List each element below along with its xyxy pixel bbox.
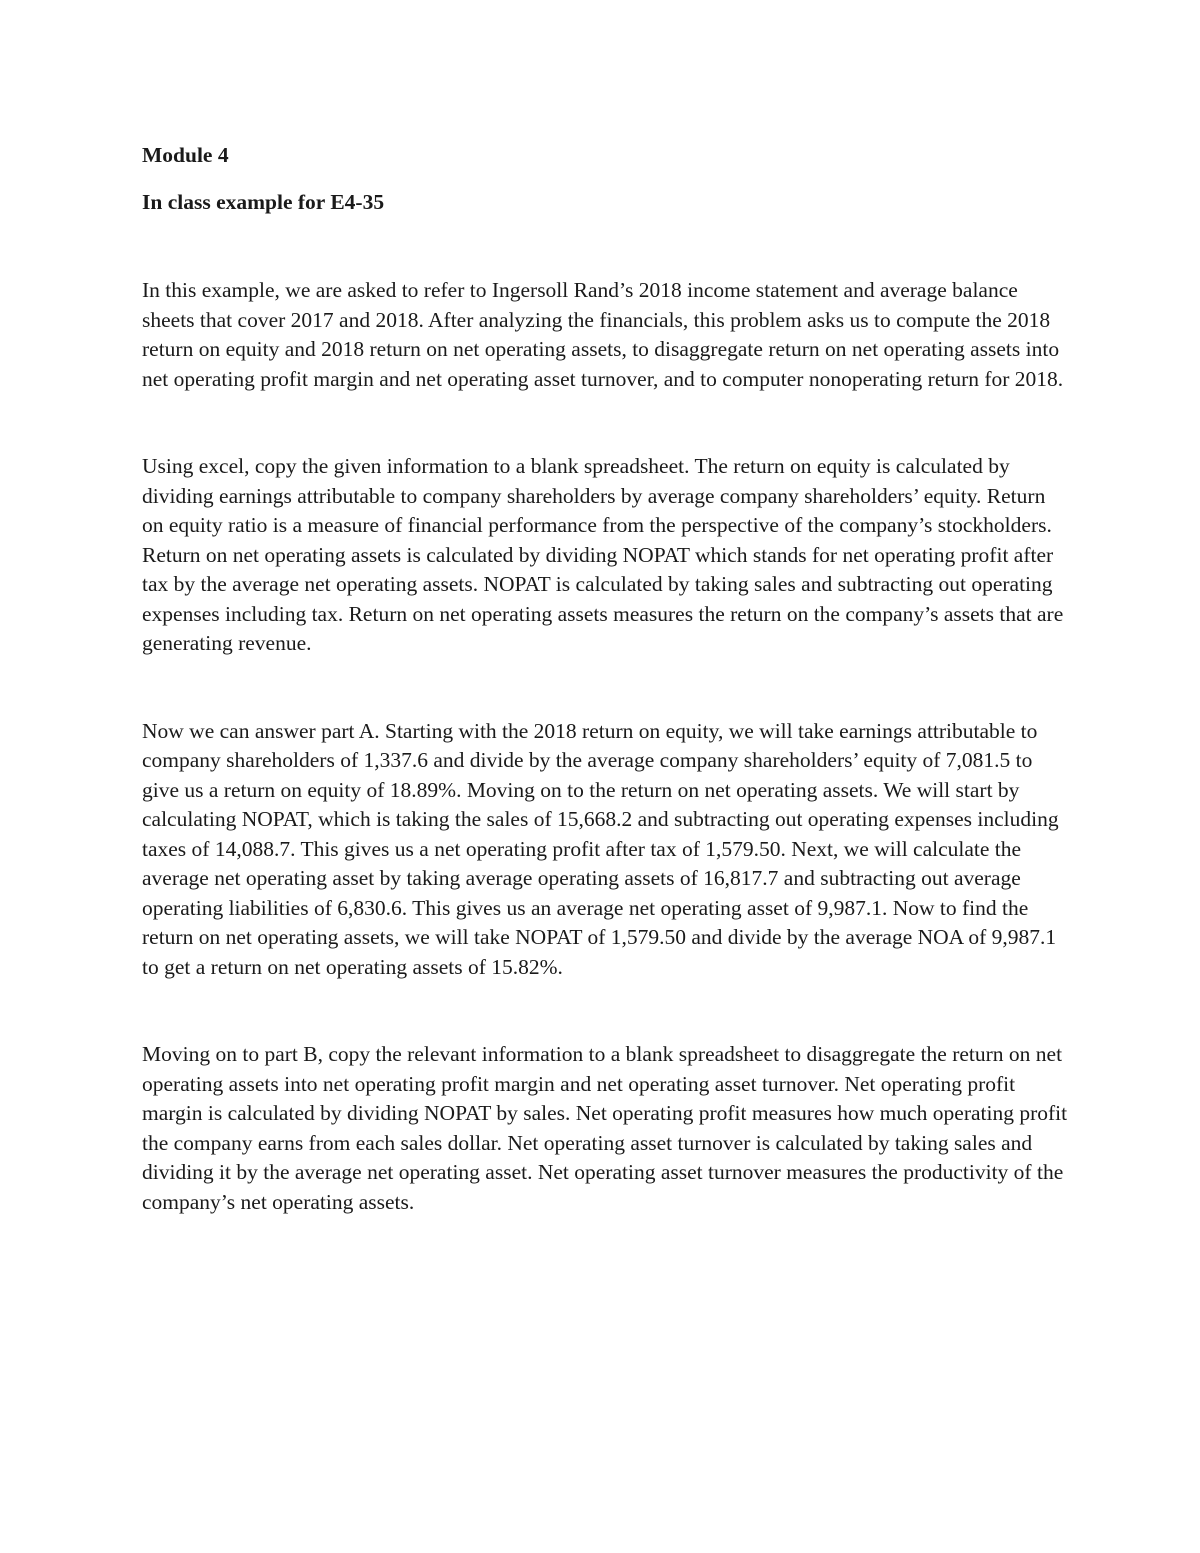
- paragraph-part-a: Now we can answer part A. Starting with the 2018 return on equity, we will take earnings attributable to company shareholders of 1,337.6 and divide by the average company shareholders’ equity of 7,081.5 to give us a return on equity of 18.89%. Moving on to the return on net operating assets. We will start by calculating NOPAT, which is taking the sales of 15,668.2 and subtracting out operating expenses including taxes of 14,088.7. This gives us a net operating profit after tax of 1,579.50. Next, we will calculate the average net operating asset by taking average operating assets of 16,817.7 and subtracting out average operating liabilities of 6,830.6. This gives us an average net operating asset of 9,987.1. Now to find the return on net operating assets, we will take NOPAT of 1,579.50 and divide by the average NOA of 9,987.1 to get a return on net operating assets of 15.82%.: [142, 718, 1059, 979]
- document-subtitle: In class example for E4-35: [142, 189, 385, 214]
- paragraph-part-b: Moving on to part B, copy the relevant information to a blank spreadsheet to disaggregate the return on net operating assets into net operating profit margin and net operating asset turnover. Net operating profit margin is calculated by dividing NOPAT by sales. Net operating profit measures how much operating profit the company earns from each sales dollar. Net operating asset turnover is calculated by taking sales and dividing it by the average net operating asset. Net operating asset turnover measures the productivity of the company’s net operating assets.: [142, 1042, 1068, 1214]
- paragraph-excel-setup: Using excel, copy the given information to a blank spreadsheet. The return on equity is calculated by dividing earnings attributable to company shareholders by average company shareholders’ equity. Return on equity ratio is a measure of financial performance from the perspective of the company’s stockholders. Return on net operating assets is calculated by dividing NOPAT which stands for net operating profit after tax by the average net operating assets. NOPAT is calculated by taking sales and subtracting out operating expenses including tax. Return on net operating assets measures the return on the company’s assets that are generating revenue.: [142, 454, 1064, 655]
- document-title: Module 4: [142, 143, 229, 167]
- paragraph-intro: In this example, we are asked to refer to Ingersoll Rand’s 2018 income statement and average balance sheets that cover 2017 and 2018. After analyzing the financials, this problem asks us to compute the 2018 return on equity and 2018 return on net operating assets, to disaggregate return on net operating assets into net operating profit margin and net operating asset turnover, and to computer nonoperating return for 2018.: [142, 278, 1064, 391]
- document-page: [142, 141, 1072, 1275]
